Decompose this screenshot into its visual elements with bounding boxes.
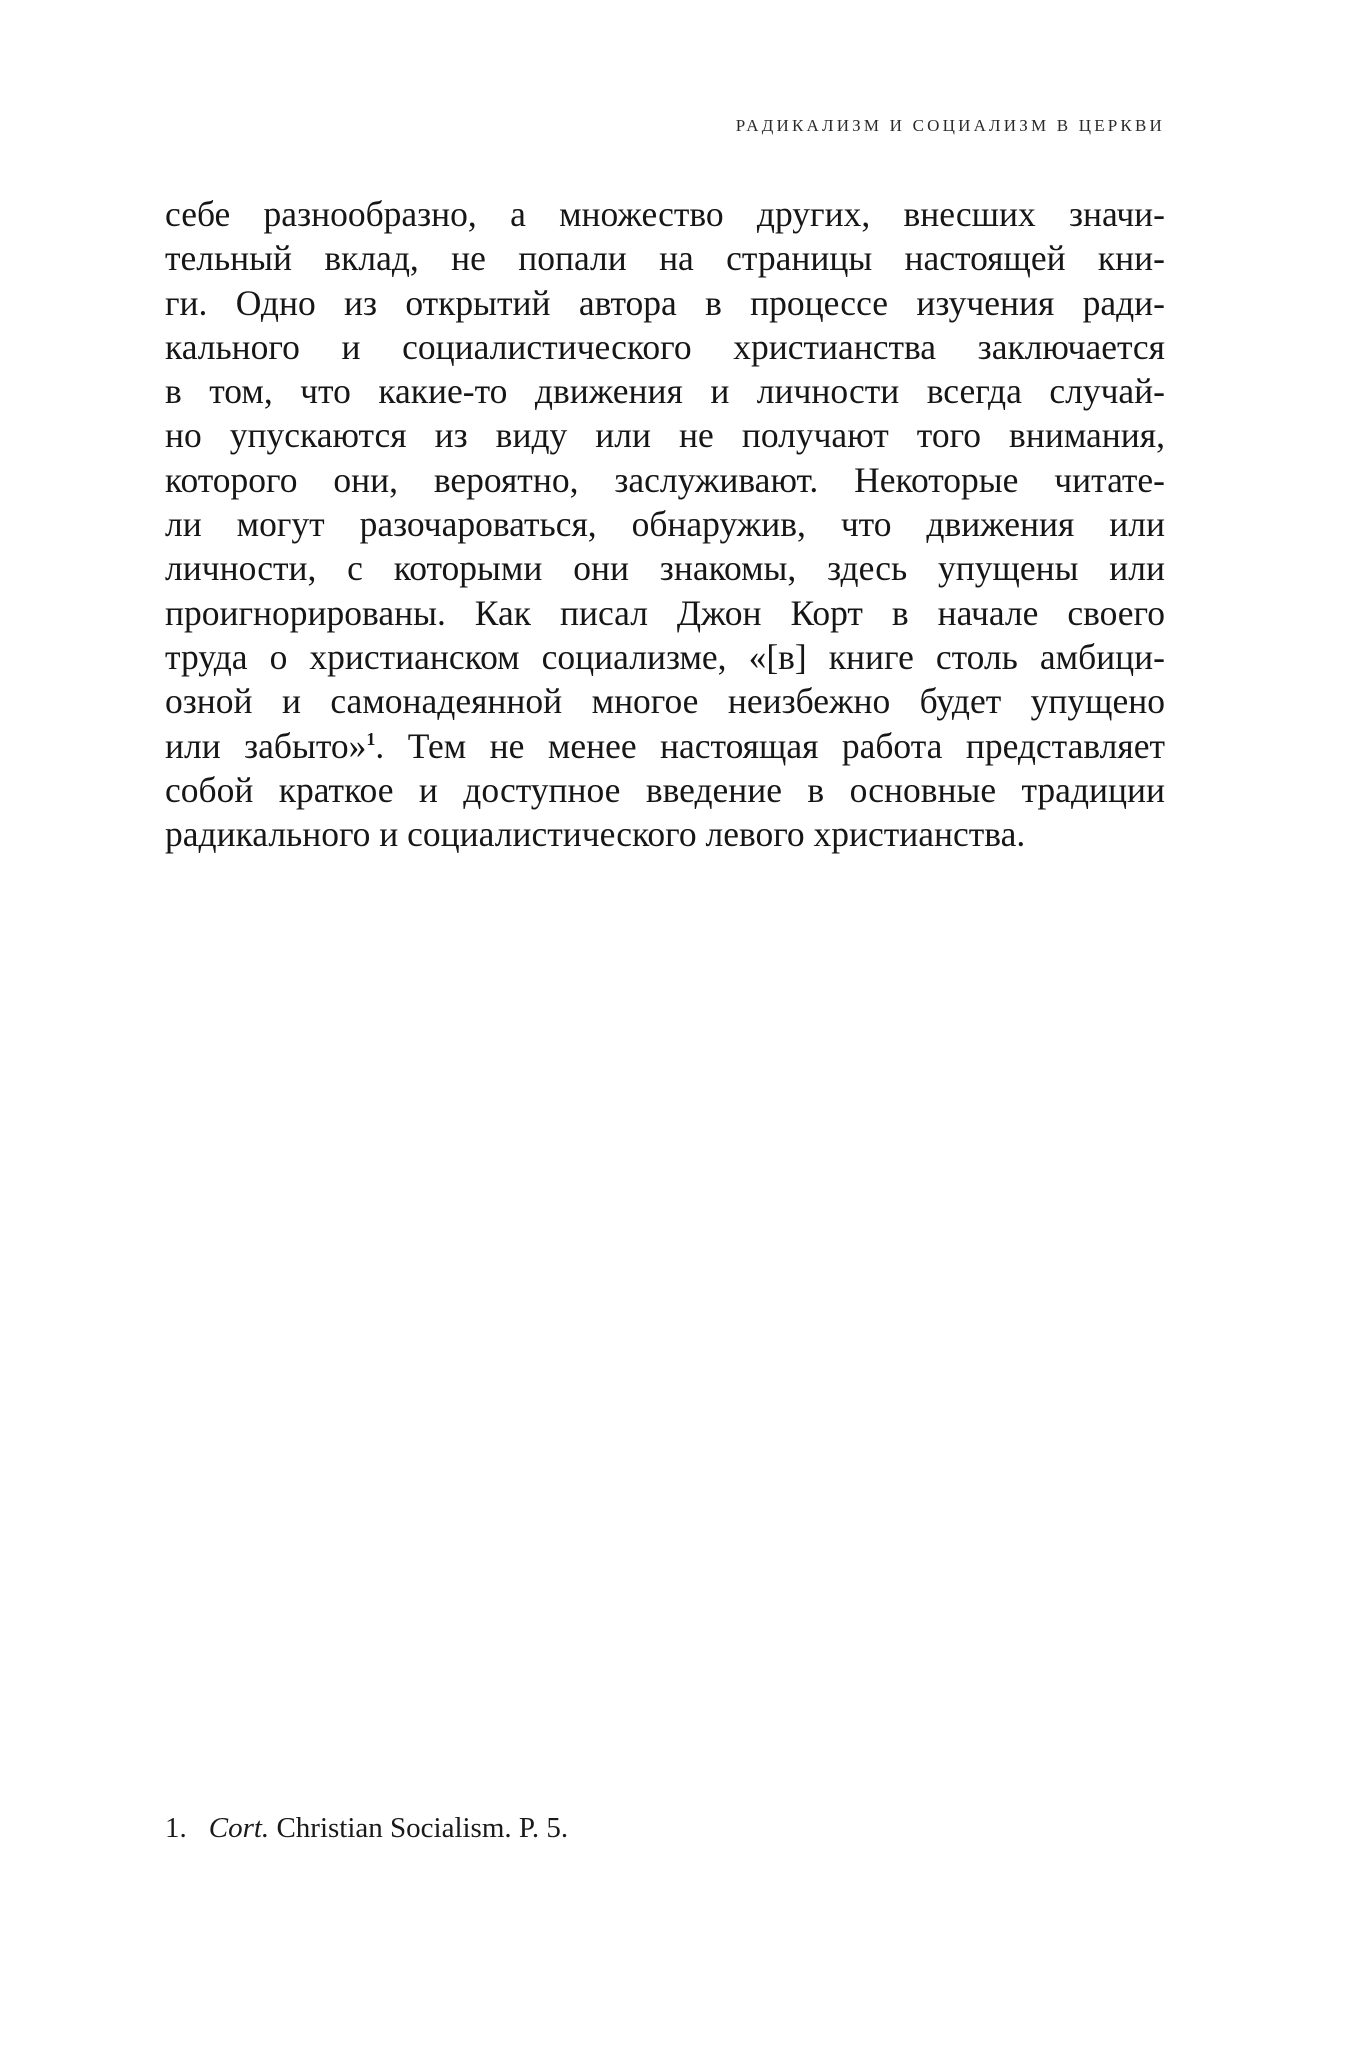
text-line: проигнорированы. Как писал Джон Корт в начале своего xyxy=(165,592,1165,633)
text-line: тельный вклад, не попали на страницы настоящей кни- xyxy=(165,238,1165,279)
text-line: ли могут разочароваться, обнаружив, что движения или xyxy=(165,504,1165,545)
text-line: озной и самонадеянной многое неизбежно будет упущено xyxy=(165,681,1165,722)
main-text xyxy=(165,192,1165,856)
text-line: личности, с которыми они знакомы, здесь упущены или xyxy=(165,548,1165,589)
footnote xyxy=(165,1810,568,1846)
text-segment: или забыто» xyxy=(165,725,367,766)
running-head: РАДИКАЛИЗМ И СОЦИАЛИЗМ В ЦЕРКВИ xyxy=(735,116,1165,135)
text-line: в том, что какие-то движения и личности всегда случай- xyxy=(165,371,1165,412)
text-line: собой краткое и доступное введение в основные традиции xyxy=(165,769,1165,810)
text-line: труда о христианском социализме, «[в] книге столь амбици- xyxy=(165,636,1165,677)
text-line: себе разнообразно, а множество других, внесших значи- xyxy=(165,194,1165,234)
text-line: кального и социалистического христианства заключается xyxy=(165,326,1165,367)
text-line: которого они, вероятно, заслуживают. Некоторые читате- xyxy=(165,459,1165,500)
text-segment: . Тем не менее настоящая работа представляет xyxy=(375,725,1165,766)
footnote-number: 1. xyxy=(165,1812,187,1844)
text-line: ги. Одно из открытий автора в процессе изучения ради- xyxy=(165,282,1165,323)
footnote-source: Christian Socialism. P. 5. xyxy=(276,1812,569,1844)
text-line: но упускаются из виду или не получают того внимания, xyxy=(165,415,1165,456)
text-line-with-footnote xyxy=(165,724,1165,768)
text-line: радикального и социалистического левого христианства. xyxy=(165,814,1026,855)
footnote-author: Cort. xyxy=(208,1812,270,1844)
footnote-reference[interactable]: 1 xyxy=(366,728,376,749)
